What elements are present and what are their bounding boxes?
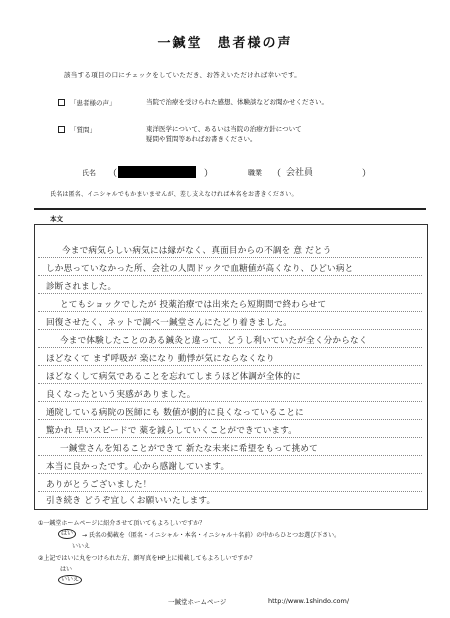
question-checkbox[interactable] [58,126,65,133]
ruled-line [38,419,422,420]
body-line-4: とてもショックでしたが 投薬治療では出来たら短期間で終わらせて [60,300,327,310]
redacted-name [118,166,196,178]
body-line-5: 回復させたく、ネットで調べ一鍼堂さんにたどり着きました。 [46,318,293,328]
question-2-text: ②上記ではいに丸をつけられた方、顔写真をHP上に掲載してもよろしいですか？ [38,555,256,562]
option-voice-label: 「患者様の声」 [70,99,116,107]
name-note: 氏名は匿名、イニシャルでもかまいませんが、差し支えなければ本名をお書きください。 [50,191,298,198]
ruled-line [38,437,422,438]
body-line-11: 驚かれ 早いスピードで 薬を減らしていくことができています。 [46,426,298,436]
ruled-line [38,311,422,312]
body-line-14: ありがとうございました！ [46,480,152,490]
body-line-9: 良くなったという実感がありました。 [46,390,196,400]
question-1-answer-no[interactable]: いいえ [72,543,91,550]
occupation-value: 会社員 [286,168,314,178]
body-line-8: ほどなくして病気であることを忘れてしまうほど体調が全体的に [46,372,302,382]
ruled-line [38,293,422,294]
occupation-label: 職業 [248,169,262,177]
name-paren-open: （ [108,169,118,179]
body-line-1: 今まで病気らしい病気には縁がなく、真面目からの不調を 意 だとう [62,246,332,256]
ruled-line [38,383,422,384]
ruled-line [38,491,422,492]
option-question-label: 「質問」 [70,126,96,134]
ruled-line [38,401,422,402]
body-line-12: 一鍼堂さんを知ることができて 新たな未来に希望をもって挑めて [60,444,318,454]
option-voice-description: 当院で治療を受けられた感想、体験談などお聞かせください。 [146,98,328,106]
option-question-description-1: 東洋医学について、あるいは当院の治療方針について [146,125,302,133]
body-line-6: 今まで体験したことのある鍼灸と違って、どうし利いていたが全く分からなく [60,336,368,346]
ruled-line [38,257,422,258]
question-1-answer-yes[interactable]: はい [58,529,76,539]
question-1-detail: → 氏名の掲載を（匿名・イニシャル・本名・イニシャル＋名前）の中からひとつお選び下さい。 [82,532,341,539]
ruled-line [38,455,422,456]
ruled-line [38,275,422,276]
ruled-line [38,347,422,348]
intro-text: 該当する項目の口にチェックをしていただき、お答えいただければ幸いです。 [64,71,302,79]
body-line-3: 診断されました。 [46,282,117,292]
question-1-text: ①一鍼堂ホームページに紹介させて頂いてもよろしいですか？ [38,520,206,527]
footer-url[interactable]: http://www.1shindo.com/ [268,597,350,605]
voice-checkbox[interactable] [58,99,65,106]
ruled-line [38,473,422,474]
occupation-paren-open: （ [272,169,282,179]
question-2-answer-yes[interactable]: はい [60,566,73,573]
body-line-10: 通院している病院の医師にも 数値が劇的に良くなっていることに [46,408,304,418]
ruled-line [38,329,422,330]
section-divider [34,208,426,210]
name-label: 氏名 [82,169,96,177]
occupation-paren-close: ） [362,169,372,179]
option-question-description-2: 疑問や質問等あればお書きください。 [146,135,257,143]
question-2-answer-no[interactable]: いいえ [58,575,82,585]
page-title: 一鍼堂 患者様の声 [157,36,293,51]
body-section-label: 本文 [50,215,63,223]
footer-site-name: 一鍼堂ホームページ [168,598,227,606]
name-paren-close: ） [204,169,214,179]
body-line-7: ほどなくて まず呼吸が 楽になり 動悸が気にならなくなり [46,354,275,364]
body-line-13: 本当に良かったです。心から感謝しています。 [46,462,230,472]
ruled-line [38,365,422,366]
body-line-15: 引き続き どうぞ宜しくお願いいたします。 [46,496,216,506]
body-line-2: しか思っていなかった所、会社の人間ドックで血糖値が高くなり、ひどい病と [46,264,354,274]
